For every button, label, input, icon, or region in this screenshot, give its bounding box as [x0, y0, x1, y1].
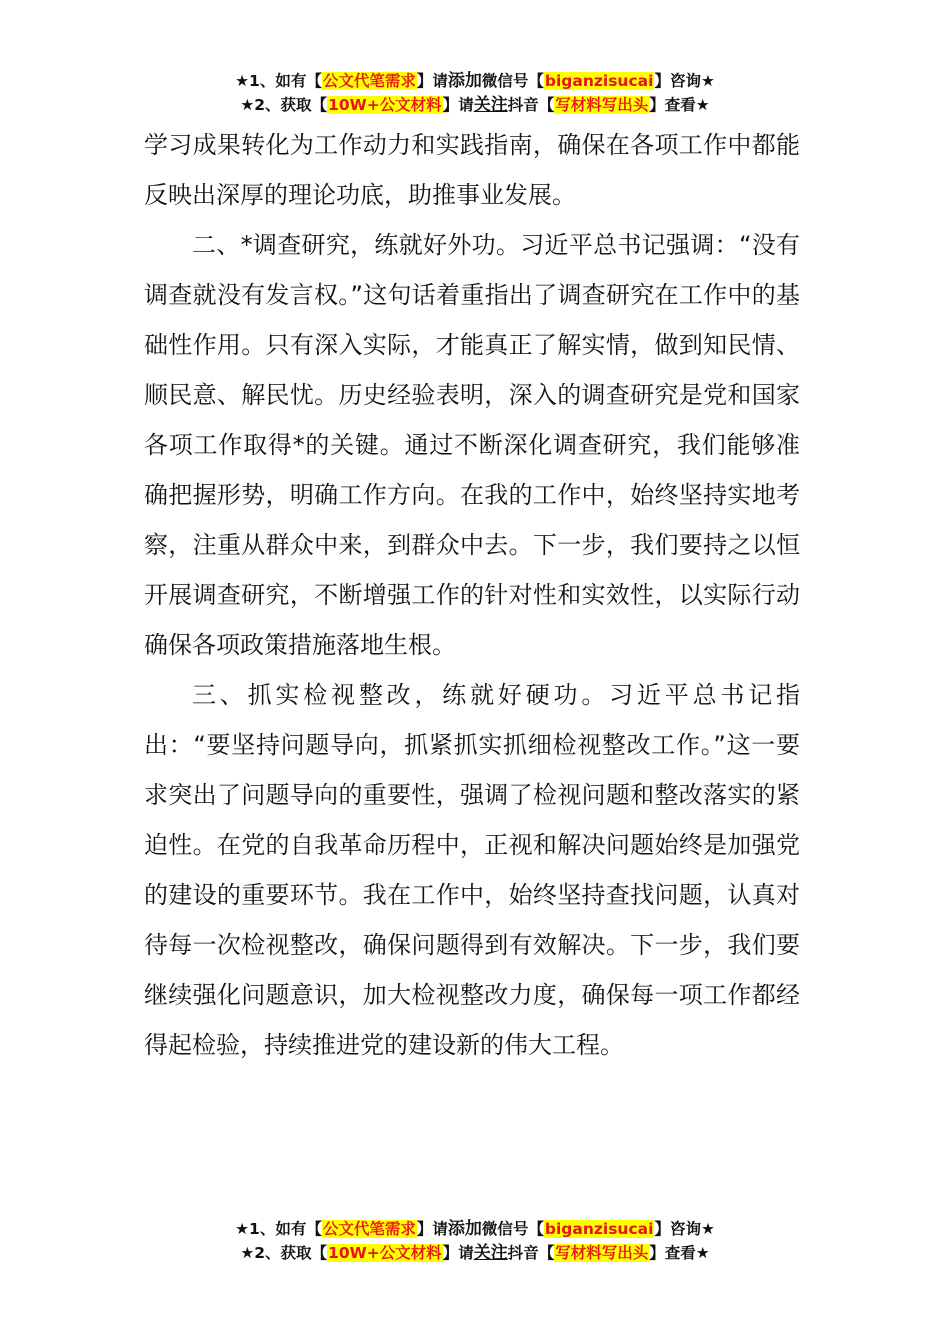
document-body [144, 120, 800, 1070]
banner-text: 微信号【 [481, 72, 544, 90]
emphasis-add: 添加 [447, 71, 482, 91]
banner-text: 】请 [416, 72, 448, 90]
star-icon: ★ [700, 72, 715, 90]
banner-text: 2、获取【 [254, 1244, 328, 1262]
emphasis-follow: 关注 [473, 1243, 508, 1263]
banner-text: 2、获取【 [254, 96, 328, 114]
star-icon: ★ [240, 1244, 255, 1262]
star-icon: ★ [695, 96, 710, 114]
banner-line-1 [0, 1217, 950, 1241]
highlight-service: 公文代笔需求 [322, 1220, 416, 1238]
highlight-douyin-account: 写材料写出头 [555, 96, 649, 114]
header-banner [0, 69, 950, 117]
star-icon: ★ [700, 1220, 715, 1238]
banner-line-1 [0, 69, 950, 93]
highlight-douyin-account: 写材料写出头 [555, 1244, 649, 1262]
star-icon: ★ [235, 1220, 250, 1238]
banner-text: 】查看 [649, 96, 696, 114]
highlight-materials: 10W+公文材料 [328, 96, 442, 114]
footer-banner [0, 1217, 950, 1265]
paragraph-section-two: 二、*调查研究，练就好外功。习近平总书记强调：“没有调查就没有发言权。”这句话着重指出了调查研究在工作中的基础性作用。只有深入实际，才能真正了解实情，做到知民情、顺民意、解民忧。历史经验表明，深入的调查研究是党和国家各项工作取得*的关键。通过不断深化调查研究，我们能够准确把握形势，明确工作方向。在我的工作中，始终坚持实地考察，注重从群众中来，到群众中去。下一步，我们要持之以恒开展调查研究，不断增强工作的针对性和实效性，以实际行动确保各项政策措施落地生根。 [144, 231, 800, 659]
banner-text: 】咨询 [654, 72, 701, 90]
banner-text: 抖音【 [507, 96, 555, 114]
star-icon: ★ [240, 96, 255, 114]
highlight-materials: 10W+公文材料 [328, 1244, 442, 1262]
paragraph-section-three: 三、抓实检视整改，练就好硬功。习近平总书记指出：“要坚持问题导向，抓紧抓实抓细检视整改工作。”这一要求突出了问题导向的重要性，强调了检视问题和整改落实的紧迫性。在党的自我革命历程中，正视和解决问题始终是加强党的建设的重要环节。我在工作中，始终坚持查找问题，认真对待每一次检视整改，确保问题得到有效解决。下一步，我们要继续强化问题意识，加大检视整改力度，确保每一项工作都经得起检验，持续推进党的建设新的伟大工程。 [144, 681, 800, 1059]
banner-text: 1、如有【 [249, 1220, 322, 1238]
banner-line-2 [0, 93, 950, 117]
emphasis-follow: 关注 [473, 95, 508, 115]
banner-text: 】请 [416, 1220, 448, 1238]
banner-text: 】请 [442, 96, 474, 114]
star-icon: ★ [235, 72, 250, 90]
banner-text: 】咨询 [654, 1220, 701, 1238]
banner-text: 抖音【 [507, 1244, 555, 1262]
highlight-wechat-id: biganzisucai [544, 1220, 654, 1238]
banner-text: 】请 [442, 1244, 474, 1262]
banner-text: 1、如有【 [249, 72, 322, 90]
banner-text: 】查看 [649, 1244, 696, 1262]
paragraph-continuation: 学习成果转化为工作动力和实践指南，确保在各项工作中都能反映出深厚的理论功底，助推事业发展。 [144, 131, 800, 209]
star-icon: ★ [695, 1244, 710, 1262]
banner-text: 微信号【 [481, 1220, 544, 1238]
emphasis-add: 添加 [447, 1219, 482, 1239]
highlight-service: 公文代笔需求 [322, 72, 416, 90]
highlight-wechat-id: biganzisucai [544, 72, 654, 90]
banner-line-2 [0, 1241, 950, 1265]
